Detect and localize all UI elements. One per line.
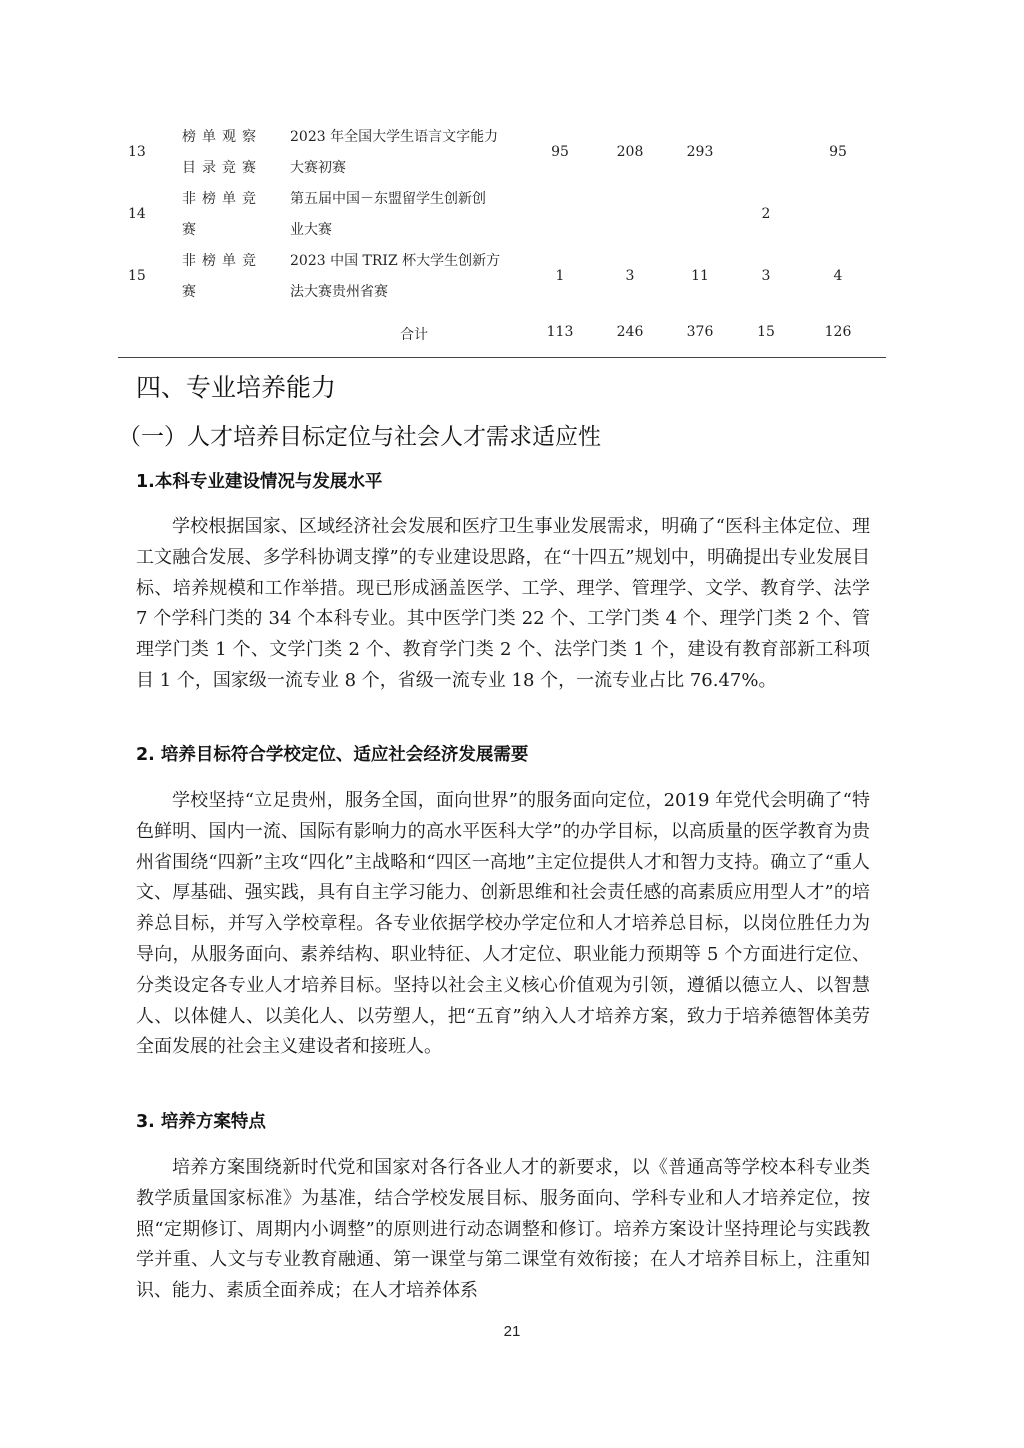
item-paragraph: 学校坚持“立足贵州，服务全国，面向世界”的服务面向定位，2019 年党代会明确了“特色鲜明、国内一流、国际有影响力的高水平医科大学”的办学目标，以高质量的医学教育为贵州省围绕“四新”主攻“四化”主战略和“四区一高地”主定位提供人才和智力支持。确立了“重人文、厚基础、强实践，具有自主学习能力、创新思维和社会责任感的高素质应用型人才”的培养总目标，并写入学校章程。各专业依据学校办学定位和人才培养总目标，以岗位胜任力为导向，从服务面向、素养结构、职业特征、人才定位、职业能力预期等 5 个方面进行定位、分类设定各专业人才培养目标。坚持以社会主义核心价值观为引领，遵循以德立人、以智慧人、以体健人、以美化人、以劳塑人，把“五育”纳入人才培养方案，致力于培养德智体美劳全面发展的社会主义建设者和接班人。: [136, 790, 870, 1058]
row-number: 15: [128, 268, 146, 284]
row-value: 2: [761, 206, 771, 222]
item-heading: 2. 培养目标符合学校定位、适应社会经济发展需要: [136, 745, 529, 765]
competition-table: [118, 122, 886, 343]
row-competition-name: 2023 年全国大学生语言文字能力 大赛初赛: [290, 129, 499, 176]
total-value: 15: [757, 324, 775, 340]
row-value: 11: [691, 268, 709, 284]
item-paragraph: 学校根据国家、区域经济社会发展和医疗卫生事业发展需求，明确了“医科主体定位、理工文融合发展、多学科协调支撑”的专业建设思路，在“十四五”规划中，明确提出专业发展目标、培养规模和工作举措。现已形成涵盖医学、工学、理学、管理学、文学、教育学、法学 7 个学科门类的 34 个本科专业。其中医学门类 22 个、工学门类 4 个、理学门类 2 个、管理学门类 1 个、文学门类 2 个、教育学门类 2 个、法学门类 1 个，建设有教育部新工科项目 1 个，国家级一流专业 8 个，省级一流专业 18 个，一流专业占比 76.47%。: [136, 516, 870, 691]
table-bottom-rule: [118, 357, 886, 358]
row-value: 95: [551, 144, 569, 160]
row-competition-name: 2023 中国 TRIZ 杯大学生创新方 法大赛贵州省赛: [290, 253, 501, 300]
row-value: 293: [686, 144, 714, 160]
row-type: 非榜单竞 赛: [182, 253, 262, 300]
row-value: 3: [761, 268, 771, 284]
row-value: 95: [829, 144, 847, 160]
row-value: 4: [833, 268, 843, 284]
page-number: 21: [503, 1323, 521, 1340]
row-type: 非榜单竞 赛: [182, 191, 262, 238]
row-type: 榜单观察 目录竞赛: [182, 129, 262, 176]
row-value: 3: [625, 268, 635, 284]
row-value: 208: [616, 144, 644, 160]
section-title: 四、专业培养能力: [136, 373, 337, 402]
row-competition-name: 第五届中国－东盟留学生创新创 业大赛: [290, 191, 486, 238]
total-value: 113: [546, 324, 574, 340]
table-row: [118, 184, 886, 246]
total-value: 376: [686, 324, 714, 340]
table-total-row: [118, 318, 886, 348]
row-number: 14: [128, 206, 146, 222]
total-value: 126: [824, 324, 852, 340]
item-heading: 1.本科专业建设情况与发展水平: [136, 472, 383, 492]
item-heading: 3. 培养方案特点: [136, 1112, 266, 1132]
table-row: [118, 122, 886, 184]
section-subtitle: （一）人才培养目标定位与社会人才需求适应性: [118, 424, 601, 450]
item-paragraph: 培养方案围绕新时代党和国家对各行各业人才的新要求，以《普通高等学校本科专业类教学质量国家标准》为基准，结合学校发展目标、服务面向、学科专业和人才培养定位，按照“定期修订、周期内小调整”的原则进行动态调整和修订。培养方案设计坚持理论与实践教学并重、人文与专业教育融通、第一课堂与第二课堂有效衔接；在人才培养目标上，注重知识、能力、素质全面养成；在人才培养体系: [136, 1157, 870, 1302]
table-row: [118, 246, 886, 308]
total-value: 246: [616, 324, 644, 340]
row-number: 13: [128, 144, 146, 160]
row-value: 1: [555, 268, 565, 284]
total-label: 合计: [400, 327, 428, 343]
